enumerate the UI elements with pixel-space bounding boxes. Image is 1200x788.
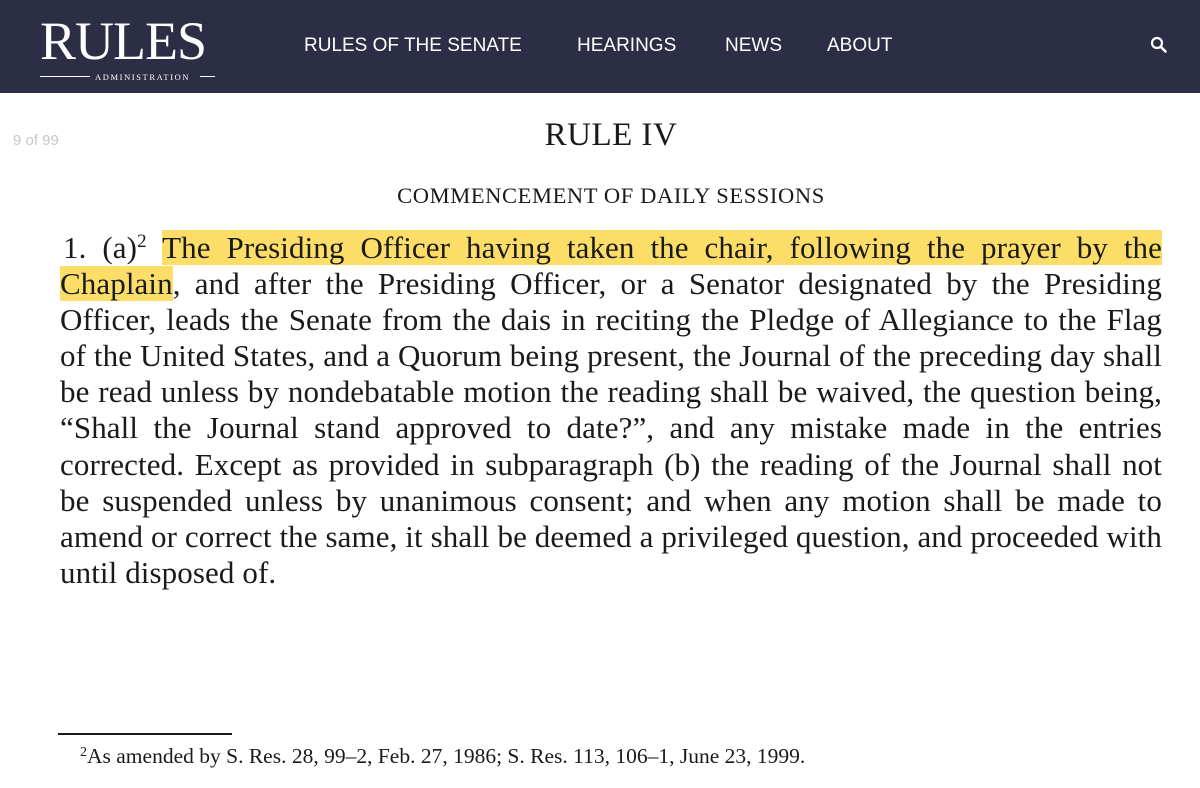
highlighted-text: The Presiding Officer having taken the chair, following the prayer by the Chaplain [60, 230, 1162, 302]
page-counter: 9 of 99 [13, 132, 59, 149]
footnote [80, 742, 805, 770]
footnote-reference[interactable]: 2 [137, 231, 147, 252]
logo-wordmark: RULES [40, 11, 207, 71]
footnote-marker: 2 [80, 745, 87, 760]
top-navbar [0, 0, 1200, 93]
nav-hearings[interactable]: HEARINGS [577, 35, 677, 56]
paragraph-text: , and after the Presiding Officer, or a Senator designated by the Presiding Officer, leads the Senate from the dais in reciting the Pledge of Allegiance to the Flag of the United States, and a Quorum being present, the Journal of the preceding day shall be read unless by nondebatable motion the reading shall be waived, the question being, “Shall the Journal stand approved to date?”, and any mistake made in the entries corrected. Except as provided in subparagraph (b) the reading of the Journal shall not be suspended unless by unanimous consent; and when any motion shall be made to amend or correct the same, it shall be deemed a privileged question, and proceeded with until disposed of. [60, 266, 1162, 590]
logo-subtitle: ADMINISTRATION [95, 72, 191, 82]
logo-rule-right [200, 76, 215, 77]
site-logo[interactable] [40, 12, 220, 82]
nav-news[interactable]: NEWS [725, 35, 782, 56]
rule-paragraph [60, 230, 1162, 591]
paragraph-number: 1. (a) [63, 230, 138, 265]
rule-title: RULE IV [544, 117, 678, 153]
nav-rules-of-the-senate[interactable]: RULES OF THE SENATE [304, 35, 522, 56]
footnote-text: As amended by S. Res. 28, 99–2, Feb. 27, 1986; S. Res. 113, 106–1, June 23, 1999. [87, 744, 806, 768]
nav-about[interactable]: ABOUT [827, 35, 893, 56]
rule-subtitle: COMMENCEMENT OF DAILY SESSIONS [397, 183, 825, 208]
search-icon[interactable] [1150, 36, 1168, 54]
footnote-divider [58, 733, 232, 735]
logo-rule-left [40, 76, 90, 77]
